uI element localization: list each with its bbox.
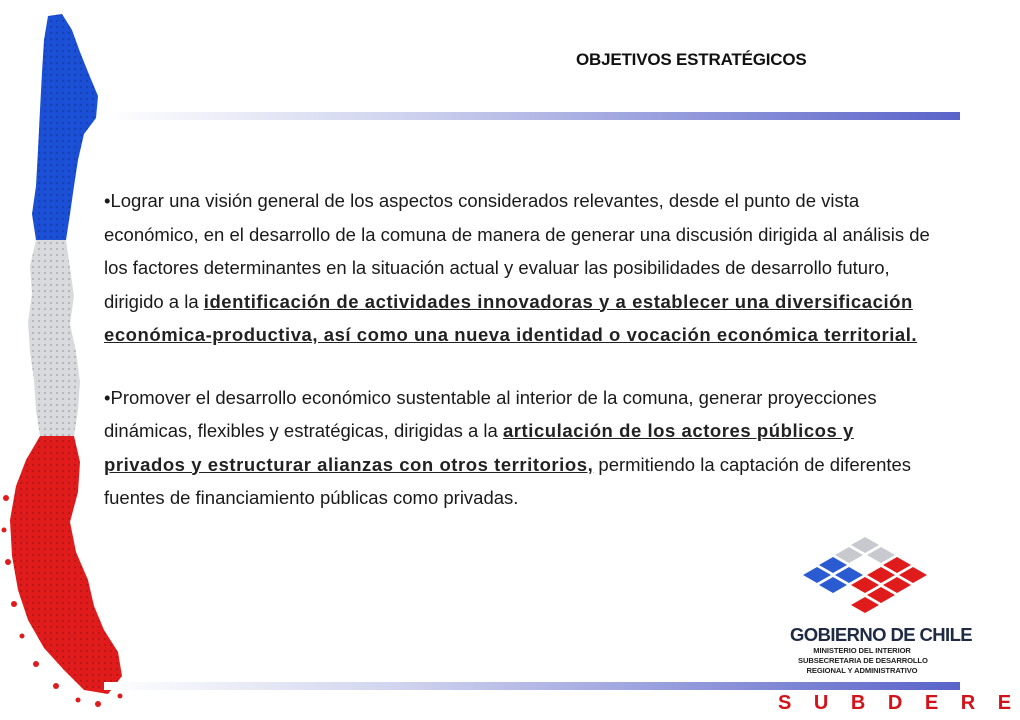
ministerio-label: MINISTERIO DEL INTERIOR: [813, 646, 911, 655]
objective-2-text-after: permitiendo la captación de diferentes fuentes de financiamiento públicas como privadas.: [104, 453, 912, 508]
bottom-divider-bar: [104, 682, 960, 690]
gobierno-de-chile-label: GOBIERNO DE CHILE: [790, 624, 973, 645]
objective-paragraph-1: [104, 184, 934, 352]
objective-2-text-before: •Promover el desarrollo económico sustentable al interior de la comuna, generar proyecciones dinámicas, flexibles y estratégicas, dirigidas a la: [104, 386, 877, 441]
top-divider-bar: [104, 112, 960, 120]
objective-paragraph-2: [104, 381, 934, 515]
objective-2-emphasis: articulación de los actores públicos y privados y estructurar alianzas con otros territorios,: [104, 420, 854, 475]
subdere-label: S U B D E R E: [778, 692, 1020, 714]
page-title: OBJETIVOS ESTRATÉGICOS: [576, 50, 807, 69]
regional-label: REGIONAL Y ADMINISTRATIVO: [806, 666, 918, 675]
objective-1-text: •Lograr una visión general de los aspectos considerados relevantes, desde el punto de vista económico, en el desarrollo de la comuna de manera de generar una discusión dirigida al análisis de los factores determinantes en la situación actual y evaluar las posibilidades de desarrollo futuro, dirigido a la: [104, 190, 930, 312]
objective-1-emphasis: identificación de actividades innovadoras y a establecer una diversificación económica-productiva, así como una nueva identidad o vocación económica territorial.: [104, 290, 918, 345]
objectives-content: [104, 184, 934, 515]
subsecretaria-label: SUBSECRETARIA DE DESARROLLO: [798, 656, 928, 665]
